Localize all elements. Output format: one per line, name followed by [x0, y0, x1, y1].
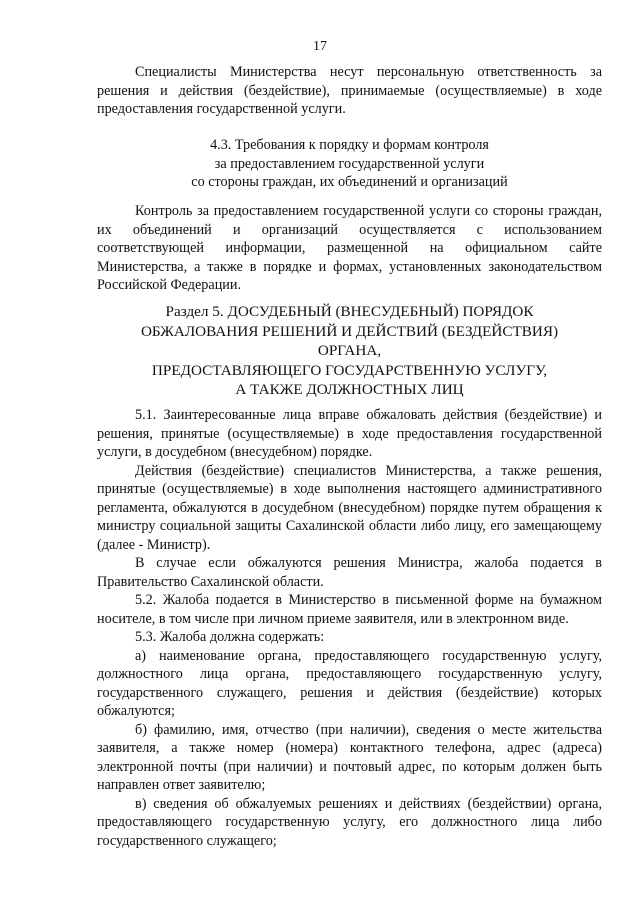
section-title-line: А ТАКЖЕ ДОЛЖНОСТНЫХ ЛИЦ — [235, 381, 464, 398]
paragraph-appeal-actions: Действия (бездействие) специалистов Министерства, а также решения, принятые (осуществляемые) в ходе выполнения настоящего административного регламента, обжалуются в досудебном (внесудебном) порядке путем обращения к министру социальной защиты Сахалинской области либо лицу, его замещающему (далее - Министр). — [97, 462, 602, 553]
section-title-line: ОРГАНА, — [317, 342, 382, 359]
subsection-title-line: за предоставлением государственной услуги — [214, 155, 485, 172]
intro-block — [97, 63, 602, 119]
list-item-b: б) фамилию, имя, отчество (при наличии), сведения о месте жительства заявителя, а также номер (номера) контактного телефона, адрес (адреса) электронной почты (при наличии) и почтовый адрес, по которым должен быть направлен ответ заявителю; — [97, 721, 602, 793]
subsection-title-line: 4.3. Требования к порядку и формам контроля — [210, 137, 489, 153]
paragraph-5-3: 5.3. Жалоба должна содержать: — [135, 629, 325, 645]
subsection-4-3-heading — [97, 136, 602, 192]
section-5-body — [97, 406, 602, 850]
control-paragraph: Контроль за предоставлением государственной услуги со стороны граждан, их объединений и организаций осуществляется с использованием соответствующей информации, размещенной на официальном сайте Министерства, а также в порядке и формах, установленных законодательством Российской Федерации. — [97, 203, 602, 293]
paragraph-minister-decisions: В случае если обжалуются решения Министра, жалоба подается в Правительство Сахалинской области. — [97, 555, 602, 590]
control-block — [97, 202, 602, 295]
list-item-v: в) сведения об обжалуемых решениях и действиях (бездействии) органа, предоставляющего государственную услугу, его должностного лица либо государственного служащего; — [97, 795, 602, 849]
list-item-a: а) наименование органа, предоставляющего государственную услугу, должностного лица органа, предоставляющего государственную услугу, государственного служащего, решения и действия (бездействие) которых обжалуются; — [97, 647, 602, 719]
paragraph-5-2: 5.2. Жалоба подается в Министерство в письменной форме на бумажном носителе, в том числе при личном приеме заявителя, или в электронном виде. — [97, 592, 602, 627]
section-title-line: Раздел 5. ДОСУДЕБНЫЙ (ВНЕСУДЕБНЫЙ) ПОРЯДОК — [165, 303, 534, 320]
section-5-heading — [97, 302, 602, 400]
intro-paragraph: Специалисты Министерства несут персональную ответственность за решения и действия (бездействие), принимаемые (осуществляемые) в ходе предоставления государственной услуги. — [97, 64, 602, 117]
section-title-line: ПРЕДОСТАВЛЯЮЩЕГО ГОСУДАРСТВЕННУЮ УСЛУГУ, — [151, 361, 548, 379]
section-title-line: ОБЖАЛОВАНИЯ РЕШЕНИЙ И ДЕЙСТВИЙ (БЕЗДЕЙСТВИЯ) — [140, 322, 559, 340]
page-number: 17 — [313, 39, 327, 54]
subsection-title-line: со стороны граждан, их объединений и организаций — [191, 174, 508, 190]
paragraph-5-1: 5.1. Заинтересованные лица вправе обжаловать действия (бездействие) и решения, принятые (осуществляемые) в ходе предоставления государственной услуги, в досудебном (внесудебном) порядке. — [97, 407, 602, 460]
